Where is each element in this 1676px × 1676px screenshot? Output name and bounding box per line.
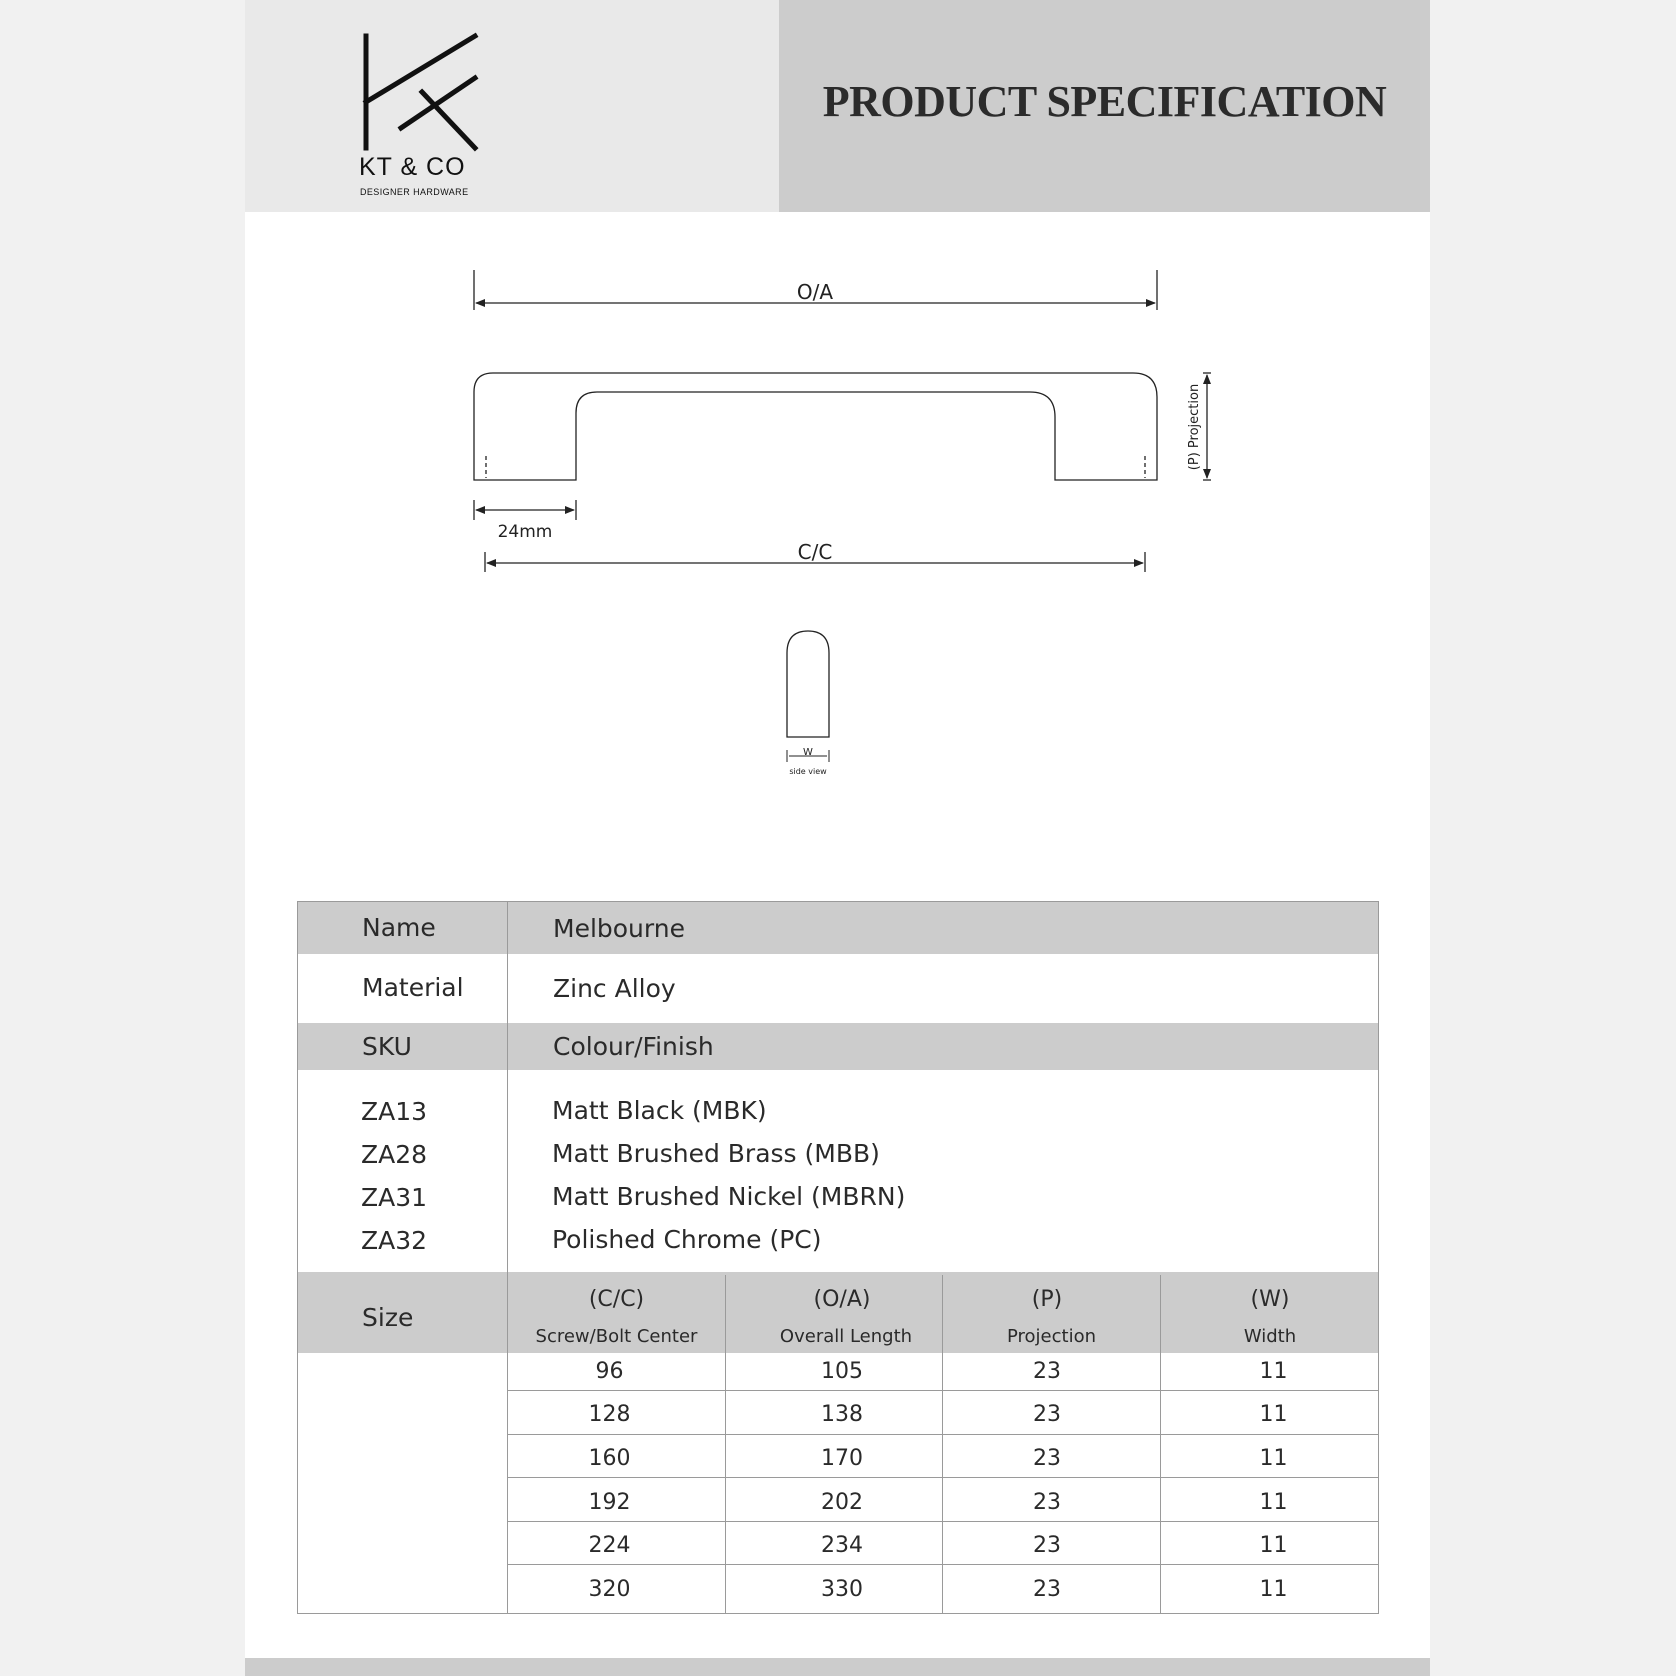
finish-item: Matt Brushed Nickel (MBRN): [552, 1182, 906, 1211]
footer-bar: [245, 1658, 1430, 1676]
size-cell: 23: [1033, 1359, 1061, 1384]
finish-label: Colour/Finish: [553, 1032, 714, 1061]
size-col-code-p: (P): [1031, 1287, 1063, 1312]
size-cell: 23: [1033, 1577, 1061, 1602]
name-label: Name: [362, 913, 436, 942]
size-col-desc-p: Projection: [1006, 1326, 1096, 1347]
size-cell: 23: [1033, 1446, 1061, 1471]
size-cell: 170: [821, 1446, 863, 1471]
size-cell: 105: [821, 1359, 863, 1384]
spec-sheet: [245, 0, 1430, 1676]
size-cell: 202: [821, 1490, 863, 1515]
projection-dimension: [1203, 373, 1211, 480]
size-col-desc-w: Width: [1243, 1326, 1297, 1347]
size-cell: 330: [821, 1577, 863, 1602]
finish-item: Polished Chrome (PC): [552, 1225, 822, 1254]
size-cell: 160: [588, 1446, 631, 1471]
sku-item: ZA32: [361, 1226, 428, 1255]
size-cell: 11: [1259, 1446, 1288, 1471]
name-row-band: [298, 902, 1378, 954]
handle-profile: [474, 373, 1157, 480]
leg-width-dimension: [474, 500, 576, 520]
size-cell: 11: [1259, 1533, 1288, 1558]
finish-item: Matt Brushed Brass (MBB): [552, 1139, 880, 1168]
sku-item: ZA31: [361, 1183, 428, 1212]
side-view-label: side view: [789, 767, 827, 776]
size-cell: 23: [1033, 1402, 1061, 1427]
size-cell: 320: [588, 1577, 631, 1602]
size-cell: 23: [1033, 1490, 1061, 1515]
finish-item: Matt Black (MBK): [552, 1096, 767, 1125]
size-cell: 23: [1033, 1533, 1061, 1558]
projection-label: (P) Projection: [1187, 383, 1202, 471]
width-label: W: [803, 747, 813, 758]
size-col-desc-cc: Screw/Bolt Center: [535, 1326, 698, 1347]
size-cell: 138: [821, 1402, 863, 1427]
size-cell: 11: [1259, 1490, 1288, 1515]
material-label: Material: [362, 973, 464, 1002]
size-cell: 96: [595, 1359, 624, 1384]
size-cell: 192: [588, 1490, 631, 1515]
sku-item: ZA28: [361, 1140, 428, 1169]
size-cell: 224: [588, 1533, 631, 1558]
leg-width-label: 24mm: [497, 522, 553, 542]
spec-table: [297, 901, 1379, 1614]
name-value: Melbourne: [553, 914, 685, 943]
size-cell: 11: [1259, 1402, 1288, 1427]
material-value: Zinc Alloy: [553, 974, 676, 1003]
technical-drawing: [245, 0, 1430, 800]
size-cell: 128: [588, 1402, 631, 1427]
page-title: PRODUCT SPECIFICATION: [822, 77, 1387, 126]
size-cell: 11: [1259, 1577, 1288, 1602]
screw-hole-markers: [486, 456, 1145, 478]
overall-length-label: O/A: [796, 280, 834, 304]
center-distance-label: C/C: [797, 540, 833, 564]
size-col-desc-oa: Overall Length: [779, 1326, 913, 1347]
size-col-code-cc: (C/C): [588, 1287, 645, 1312]
size-cell: 11: [1259, 1359, 1288, 1384]
brand-tagline: DESIGNER HARDWARE: [360, 187, 469, 197]
sku-item: ZA13: [361, 1097, 428, 1126]
size-label: Size: [362, 1303, 414, 1332]
size-col-code-oa: (O/A): [813, 1287, 871, 1312]
size-col-code-w: (W): [1250, 1287, 1290, 1312]
sku-label: SKU: [362, 1032, 412, 1061]
size-cell: 234: [821, 1533, 863, 1558]
sku-header-band: [298, 1023, 1378, 1070]
side-view-profile: [787, 631, 829, 737]
brand-name: KT & CO: [359, 153, 466, 181]
